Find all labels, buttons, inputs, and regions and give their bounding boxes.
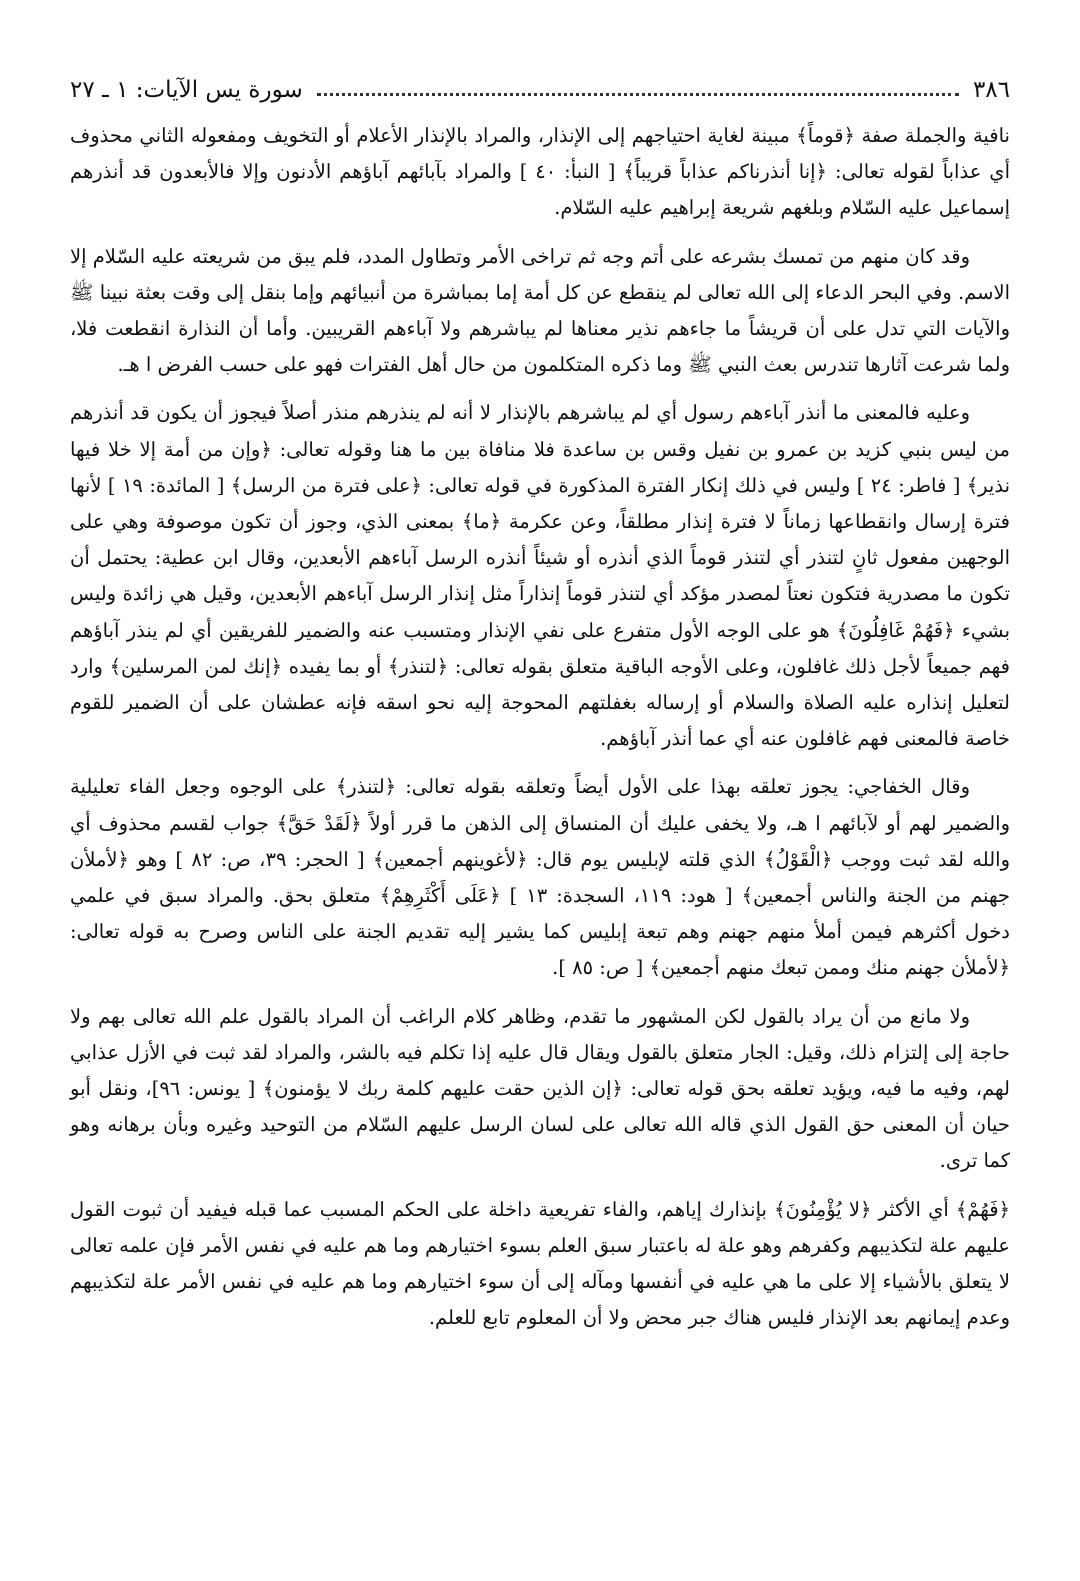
- surah-title: سورة يس الآيات: ١ ـ ٢٧: [70, 77, 303, 103]
- paragraph: ولا مانع من أن يراد بالقول لكن المشهور ما تقدم، وظاهر كلام الراغب أن المراد بالقول علم الله تعالى بهم ولا حاجة إلى إلتزام ذلك، وقيل: الجار متعلق بالقول ويقال قال عليه إذا تكلم فيه بالشر، والمراد لقد ثبت في الأزل عذابي لهم، وفيه ما فيه، ويؤيد تعلقه بحق قوله تعالى: ﴿إن الذين حقت عليهم كلمة ربك لا يؤمنون﴾ [ يونس: ٩٦]، ونقل أبو حيان أن المعنى حق القول الذي قاله الله تعالى على لسان الرسل عليهم السّلام من التوحيد وغيره وبأن برهانه وهو كما ترى.: [70, 1004, 1010, 1173]
- page-header: [70, 70, 1010, 110]
- paragraph: وعليه فالمعنى ما أنذر آباءهم رسول أي لم يباشرهم بالإنذار لا أنه لم ينذرهم منذر أصلاً فيجوز أن يكون قد أنذرهم من ليس بنبي كزيد بن عمرو بن نفيل وقس بن ساعدة فلا منافاة بين ما هنا وقوله تعالى: ﴿وإن من أمة إلا خلا فيها نذير﴾ [ فاطر: ٢٤ ] وليس في ذلك إنكار الفترة المذكورة في قوله تعالى: ﴿على فترة من الرسل﴾ [ المائدة: ١٩ ] لأنها فترة إرسال وانقطاعها زماناً لا فترة إنذار مطلقاً، وعن عكرمة ﴿ما﴾ بمعنى الذي، وجوز أن تكون موصوفة وهي على الوجهين مفعول ثانٍ لتنذر أي لتنذر قوماً الذي أنذره أو شيئاً أنذره الرسل آباءهم الأبعدين، وقال ابن عطية: يحتمل أن تكون ما مصدرية فتكون نعتاً لمصدر مؤكد أي لتنذر قوماً إنذاراً مثل إنذار الرسل آباءهم الأبعدين، وقيل هي زائدة وليس بشيء ﴿فَهُمْ غَافِلُونَ﴾ هو على الوجه الأول متفرع على نفي الإنذار ومتسبب عنه والضمير للفريقين أي لم ينذر آباؤهم فهم جميعاً لأجل ذلك غافلون، وعلى الأوجه الباقية متعلق بقوله تعالى: ﴿لتنذر﴾ أو بما يفيده ﴿إنك لمن المرسلين﴾ وارد لتعليل إنذاره عليه الصلاة والسلام أو إرساله بغفلتهم المحوجة إليه نحو اسقه فإنه عطشان على أن الضمير للقوم خاصة فالمعنى فهم غافلون عنه أي عما أنذر آباؤهم.: [70, 401, 1011, 751]
- paragraph: ﴿فَهُمْ﴾ أي الأكثر ﴿لا يُؤْمِنُونَ﴾ بإنذارك إياهم، والفاء تفريعية داخلة على الحكم المسبب عما قبله فيفيد أن ثبوت القول عليهم علة لتكذيبهم وكفرهم وهو علة له باعتبار سبق العلم بسوء اختيارهم وما هم عليه في نفس الأمر فإن علمه تعالى لا يتعلق بالأشياء إلا على ما هي عليه في أنفسها ومآله إلى أن سوء اختيارهم وما هم عليه في نفس الأمر علة لتكذيبهم وعدم إيمانهم بعد الإنذار فليس هناك جبر محض ولا أن المعلوم تابع للعلم.: [70, 1197, 1010, 1330]
- paragraph: وقد كان منهم من تمسك بشرعه على أتم وجه ثم تراخى الأمر وتطاول المدد، فلم يبق من شريعته عليه السّلام إلا الاسم. وفي البحر الدعاء إلى الله تعالى لم ينقطع عن كل أمة إما بمباشرة من أنبيائهم وإما بنقل إلى وقت بعثة نبينا ﷺ والآيات التي تدل على أن قريشاً ما جاءهم نذير معناها لم يباشرهم ولا آباءهم القريبين. وأما أن النذارة انقطعت فلا، ولما شرعت آثارها تندرس بعث النبي ﷺ وما ذكره المتكلمون من حال أهل الفترات فهو على حسب الفرض ا هـ.: [70, 244, 1010, 377]
- page-body: [70, 118, 1010, 1337]
- paragraph: نافية والجملة صفة ﴿قوماً﴾ مبينة لغاية احتياجهم إلى الإنذار، والمراد بالإنذار الأعلام أو التخويف ومفعوله الثاني محذوف أي عذاباً لقوله تعالى: ﴿إنا أنذرناكم عذاباً قريباً﴾ [ النبأ: ٤٠ ] والمراد بآبائهم آباؤهم الأدنون وإلا فالأبعدون قد أنذرهم إسماعيل عليه السّلام وبلغهم شريعة إبراهيم عليه السّلام.: [70, 124, 1010, 220]
- paragraph: وقال الخفاجي: يجوز تعلقه بهذا على الأول أيضاً وتعلقه بقوله تعالى: ﴿لتنذر﴾ على الوجوه وجعل الفاء تعليلية والضمير لهم أو لآبائهم ا هـ، ولا يخفى عليك أن المنساق إلى الذهن ما قرر أولاً ﴿لَقَدْ حَقَّ﴾ جواب لقسم محذوف أي والله لقد ثبت ووجب ﴿الْقَوْلُ﴾ الذي قلته لإبليس يوم قال: ﴿لأغوينهم أجمعين﴾ [ الحجر: ٣٩، ص: ٨٢ ] وهو ﴿لأملأن جهنم من الجنة والناس أجمعين﴾ [ هود: ١١٩، السجدة: ١٣ ] ﴿عَلَى أَكْثَرِهِمْ﴾ متعلق بحق. والمراد سبق في علمي دخول أكثرهم فيمن أملأ منهم جهنم وهم تبعة إبليس كما يشير إليه تقديم الجنة على الناس وصرح به قوله تعالى: ﴿لأملأن جهنم منك وممن تبعك منهم أجمعين﴾ [ ص: ٨٥ ].: [70, 775, 1010, 980]
- page-number: ٣٨٦: [972, 77, 1010, 103]
- header-dotted-leader: [317, 93, 959, 96]
